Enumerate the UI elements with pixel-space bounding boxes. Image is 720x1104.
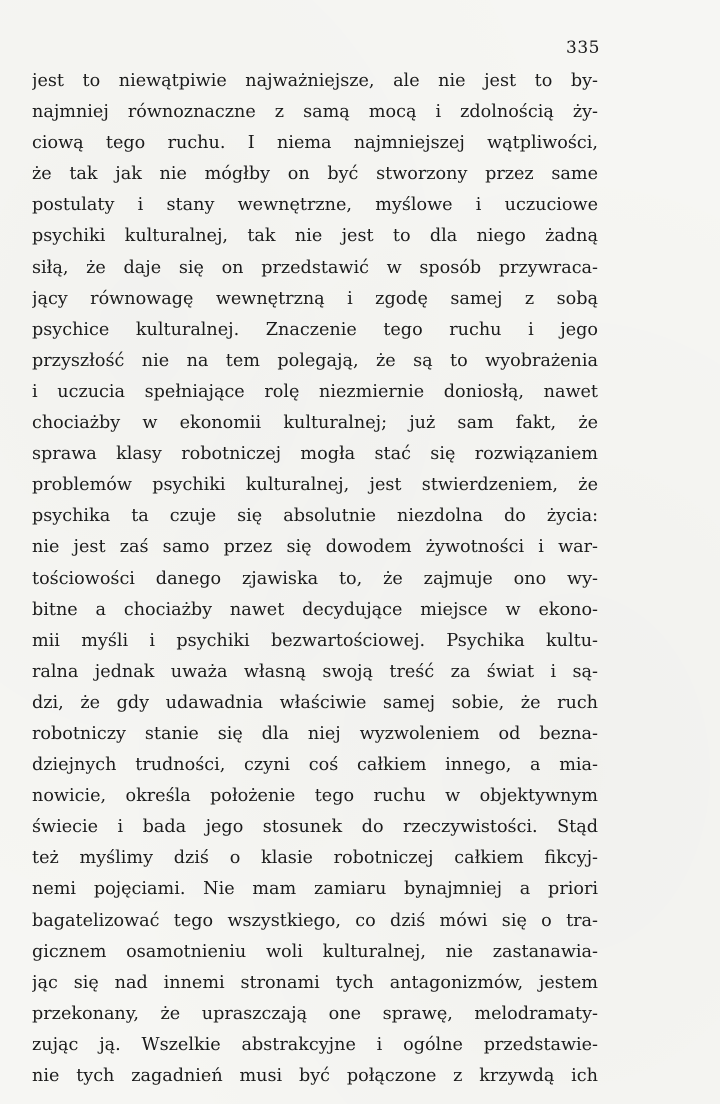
text-line: świecie i bada jego stosunek do rzeczywistości. Stąd [32,817,598,838]
text-line: psychika ta czuje się absolutnie niezdolna do życia: [32,506,598,527]
text-line: ciową tego ruchu. I niema najmniejszej wątpliwości, [32,133,598,154]
text-line: ralna jednak uważa własną swoją treść za świat i są- [32,661,598,682]
text-line: gicznem osamotnieniu woli kulturalnej, nie zastanawia- [32,941,598,962]
text-line: nie jest zaś samo przez się dowodem żywotności i war- [32,537,598,558]
text-line: bagatelizować tego wszystkiego, co dziś mówi się o tra- [32,910,598,931]
text-line: postulaty i stany wewnętrzne, myślowe i uczuciowe [32,195,598,216]
page-number: 335 [566,38,600,58]
text-line: psychiki kulturalnej, tak nie jest to dla niego żadną [32,226,598,247]
text-line: chociażby w ekonomii kulturalnej; już sam fakt, że [32,413,598,434]
text-line: najmniej równoznaczne z samą mocą i zdolnością ży- [32,102,598,123]
text-line: i uczucia spełniające rolę niezmiernie doniosłą, nawet [32,381,598,402]
body-text [32,66,598,1092]
text-line: robotniczy stanie się dla niej wyzwoleniem od bezna- [32,723,598,744]
text-line: dziejnych trudności, czyni coś całkiem innego, a mia- [32,755,598,776]
text-line: jest to niewątpiwie najważniejsze, ale nie jest to by- [32,71,598,91]
text-line: dzi, że gdy udawadnia właściwie samej sobie, że ruch [32,692,598,713]
text-line: problemów psychiki kulturalnej, jest stwierdzeniem, że [32,475,598,496]
text-line: zując ją. Wszelkie abstrakcyjne i ogólne przedstawie- [32,1034,598,1055]
text-line: bitne a chociażby nawet decydujące miejsce w ekono- [32,599,598,620]
text-line: tościowości danego zjawiska to, że zajmuje ono wy- [32,568,598,589]
text-line: psychice kulturalnej. Znaczenie tego ruchu i jego [32,319,598,340]
text-line: że tak jak nie mógłby on być stworzony przez same [32,164,598,185]
text-line: nowicie, określa położenie tego ruchu w objektywnym [32,786,598,807]
text-line: też myślimy dziś o klasie robotniczej całkiem fikcyj- [32,848,598,869]
text-line: jąc się nad innemi stronami tych antagonizmów, jestem [32,972,598,993]
text-line: mii myśli i psychiki bezwartościowej. Psychika kultu- [32,630,598,651]
text-line: przyszłość nie na tem polegają, że są to wyobrażenia [32,350,598,371]
text-line: nemi pojęciami. Nie mam zamiaru bynajmniej a priori [32,879,598,900]
text-line: jący równowagę wewnętrzną i zgodę samej z sobą [32,288,598,309]
text-line: przekonany, że upraszczają one sprawę, melodramaty- [32,1003,598,1024]
text-line: siłą, że daje się on przedstawić w sposób przywraca- [32,257,598,278]
text-line: nie tych zagadnień musi być połączone z krzywdą ich [32,1066,598,1086]
text-line: sprawa klasy robotniczej mogła stać się rozwiązaniem [32,444,598,465]
